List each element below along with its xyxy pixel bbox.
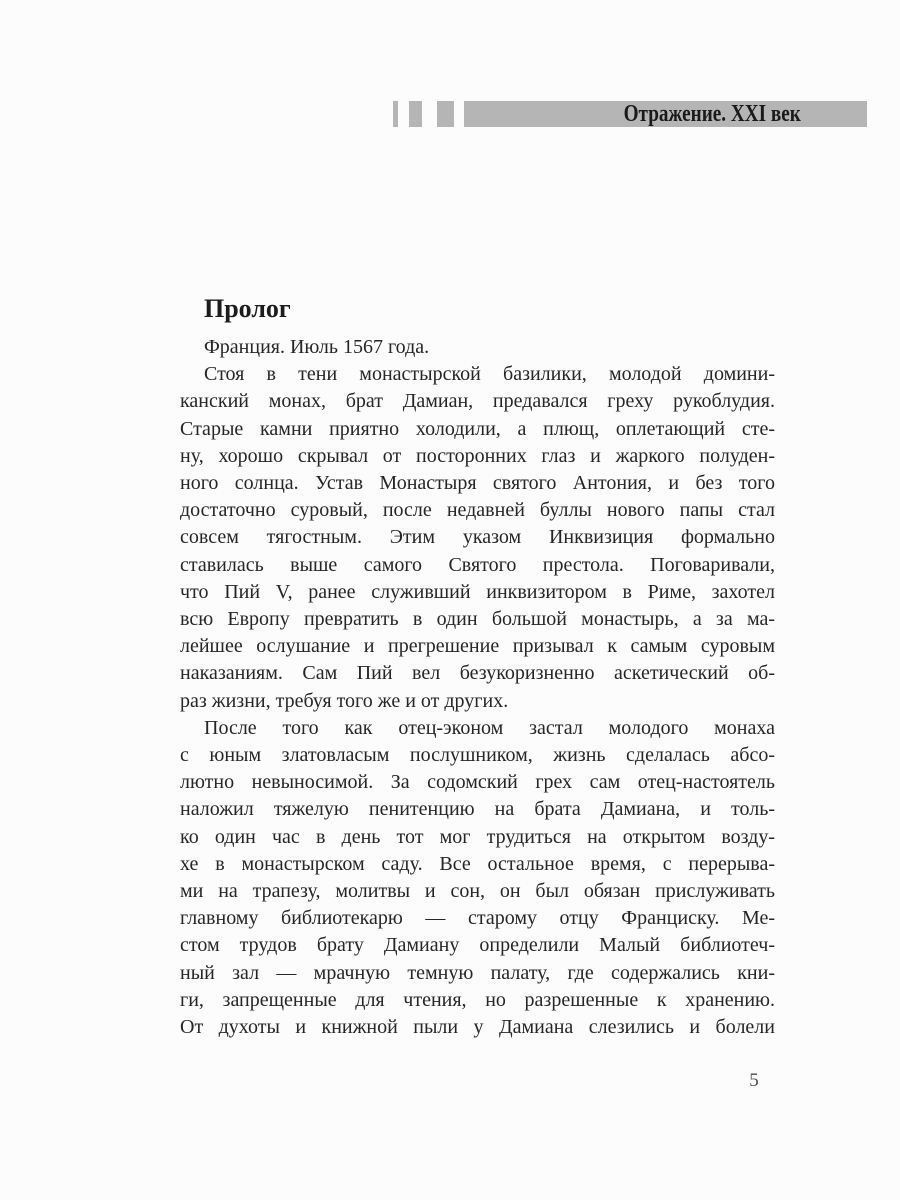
text-line: ми на трапезу, молитвы и сон, он был обязан прислуживать (180, 880, 775, 903)
page-number: 5 (749, 1070, 759, 1091)
date-line: Франция. Июль 1567 года. (204, 336, 430, 358)
text-line: Старые камни приятно холодили, а плющ, оплетающий сте- (180, 417, 775, 440)
text-line: раз жизни, требуя того же и от других. (180, 689, 509, 712)
text-line: лютно невыносимой. За содомский грех сам отец-настоятель (180, 771, 775, 794)
text-line: ставилась выше самого Святого престола. Поговаривали, (180, 553, 775, 576)
text-line: главному библиотекарю — старому отцу Франциску. Ме- (180, 907, 775, 930)
text-line: ну, хорошо скрывал от посторонних глаз и жаркого полуден- (180, 444, 775, 467)
decor-square-medium (409, 101, 422, 127)
header-bar (464, 101, 867, 127)
text-line: достаточно суровый, после недавней буллы нового папы стал (180, 499, 775, 522)
running-header (0, 101, 900, 127)
paragraph (180, 361, 775, 715)
text-line: От духоты и книжной пыли у Дамиана слезились и болели (180, 1016, 775, 1039)
text-line: хе в монастырском саду. Все остальное время, с перерыва- (180, 852, 775, 875)
text-line: После того как отец-эконом застал молодого монаха (204, 716, 775, 739)
text-line: лейшее ослушание и прегрешение призывал к самым суровым (180, 635, 775, 658)
decor-square-small (393, 101, 398, 127)
text-line: стом трудов брату Дамиану определили Малый библиотеч- (180, 934, 775, 957)
paragraph (180, 715, 775, 1041)
text-line: наказаниям. Сам Пий вел безукоризненно аскетический об- (180, 662, 775, 685)
text-line: что Пий V, ранее служивший инквизитором в Риме, захотел (180, 580, 775, 603)
text-line: с юным златовласым послушником, жизнь сделалась абсо- (180, 744, 775, 767)
text-line: наложил тяжелую пенитенцию на брата Дамиана, и толь- (180, 798, 775, 821)
book-title: Отражение. XXI век (623, 100, 802, 127)
decor-square-large (437, 101, 454, 127)
text-line: ного солнца. Устав Монастыря святого Антония, и без того (180, 472, 775, 495)
text-line: Стоя в тени монастырской базилики, молодой домини- (204, 363, 775, 386)
text-column (180, 294, 775, 1041)
text-line: всю Европу превратить в один большой монастырь, а за ма- (180, 608, 775, 631)
text-line: канский монах, брат Дамиан, предавался греху рукоблудия. (180, 390, 775, 413)
text-line: ко один час в день тот мог трудиться на открытом возду- (180, 825, 775, 848)
text-line: ный зал — мрачную темную палату, где содержались кни- (180, 961, 775, 984)
text-line: ги, запрещенные для чтения, но разрешенные к хранению. (180, 988, 775, 1011)
chapter-heading: Пролог (204, 294, 291, 323)
text-line: совсем тягостным. Этим указом Инквизиция формально (180, 526, 775, 549)
